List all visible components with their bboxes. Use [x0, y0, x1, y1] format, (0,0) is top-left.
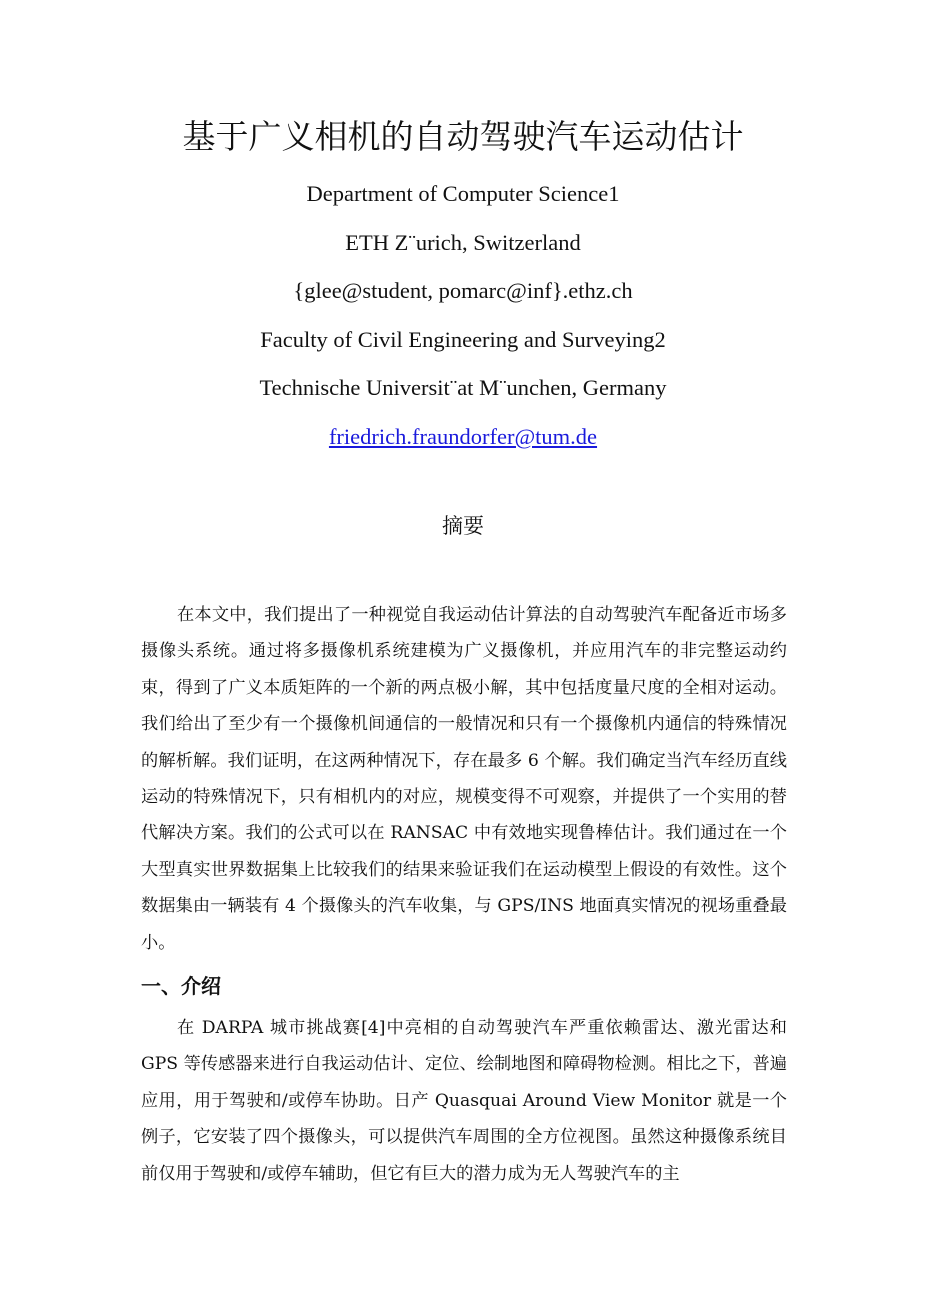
affiliation-faculty: Faculty of Civil Engineering and Surveying2	[260, 326, 666, 352]
affiliation-university: ETH Z¨urich, Switzerland	[345, 229, 581, 255]
author-affiliations	[0, 170, 926, 462]
email-line	[0, 413, 926, 462]
abstract-text: 在本文中，我们提出了一种视觉自我运动估计算法的自动驾驶汽车配备近市场多摄像头系统。通过将多摄像机系统建模为广义摄像机，并应用汽车的非完整运动约束，得到了广义本质矩阵的一个新的两点极小解，其中包括度量尺度的全相对运动。我们给出了至少有一个摄像机间通信的一般情况和只有一个摄像机内通信的特殊情况的解析解。我们证明，在这两种情况下，存在最多 6 个解。我们确定当汽车经历直线运动的特殊情况下，只有相机内的对应，规模变得不可观察，并提供了一个实用的替代解决方案。我们的公式可以在 RANSAC 中有效地实现鲁棒估计。我们通过在一个大型真实世界数据集上比较我们的结果来验证我们在运动模型上假设的有效性。这个数据集由一辆装有 4 个摄像头的汽车收集，与 GPS/INS 地面真实情况的视场重叠最小。	[141, 605, 787, 953]
paper-title: 基于广义相机的自动驾驶汽车运动估计	[182, 117, 744, 156]
affiliation-university-2: Technische Universit¨at M¨unchen, Germany	[259, 375, 667, 401]
section-heading-introduction: 一、介绍	[141, 974, 221, 998]
affiliation-emails: {glee@student, pomarc@inf}.ethz.ch	[293, 278, 633, 304]
introduction-text: 在 DARPA 城市挑战赛[4]中亮相的自动驾驶汽车严重依赖雷达、激光雷达和 GPS 等传感器来进行自我运动估计、定位、绘制地图和障碍物检测。相比之下，普遍应用，用于驾驶和/或停车协助。日产 Quasquai Around View Monitor 就是一个例子，它安装了四个摄像头，可以提供汽车周围的全方位视图。虽然这种摄像系统目前仅用于驾驶和/或停车辅助，但它有巨大的潜力成为无人驾驶汽车的主	[141, 1018, 787, 1184]
abstract-heading: 摘要	[442, 514, 484, 538]
email-link[interactable]: friedrich.fraundorfer@tum.de	[328, 423, 598, 449]
affiliation-department: Department of Computer Science1	[306, 181, 620, 206]
